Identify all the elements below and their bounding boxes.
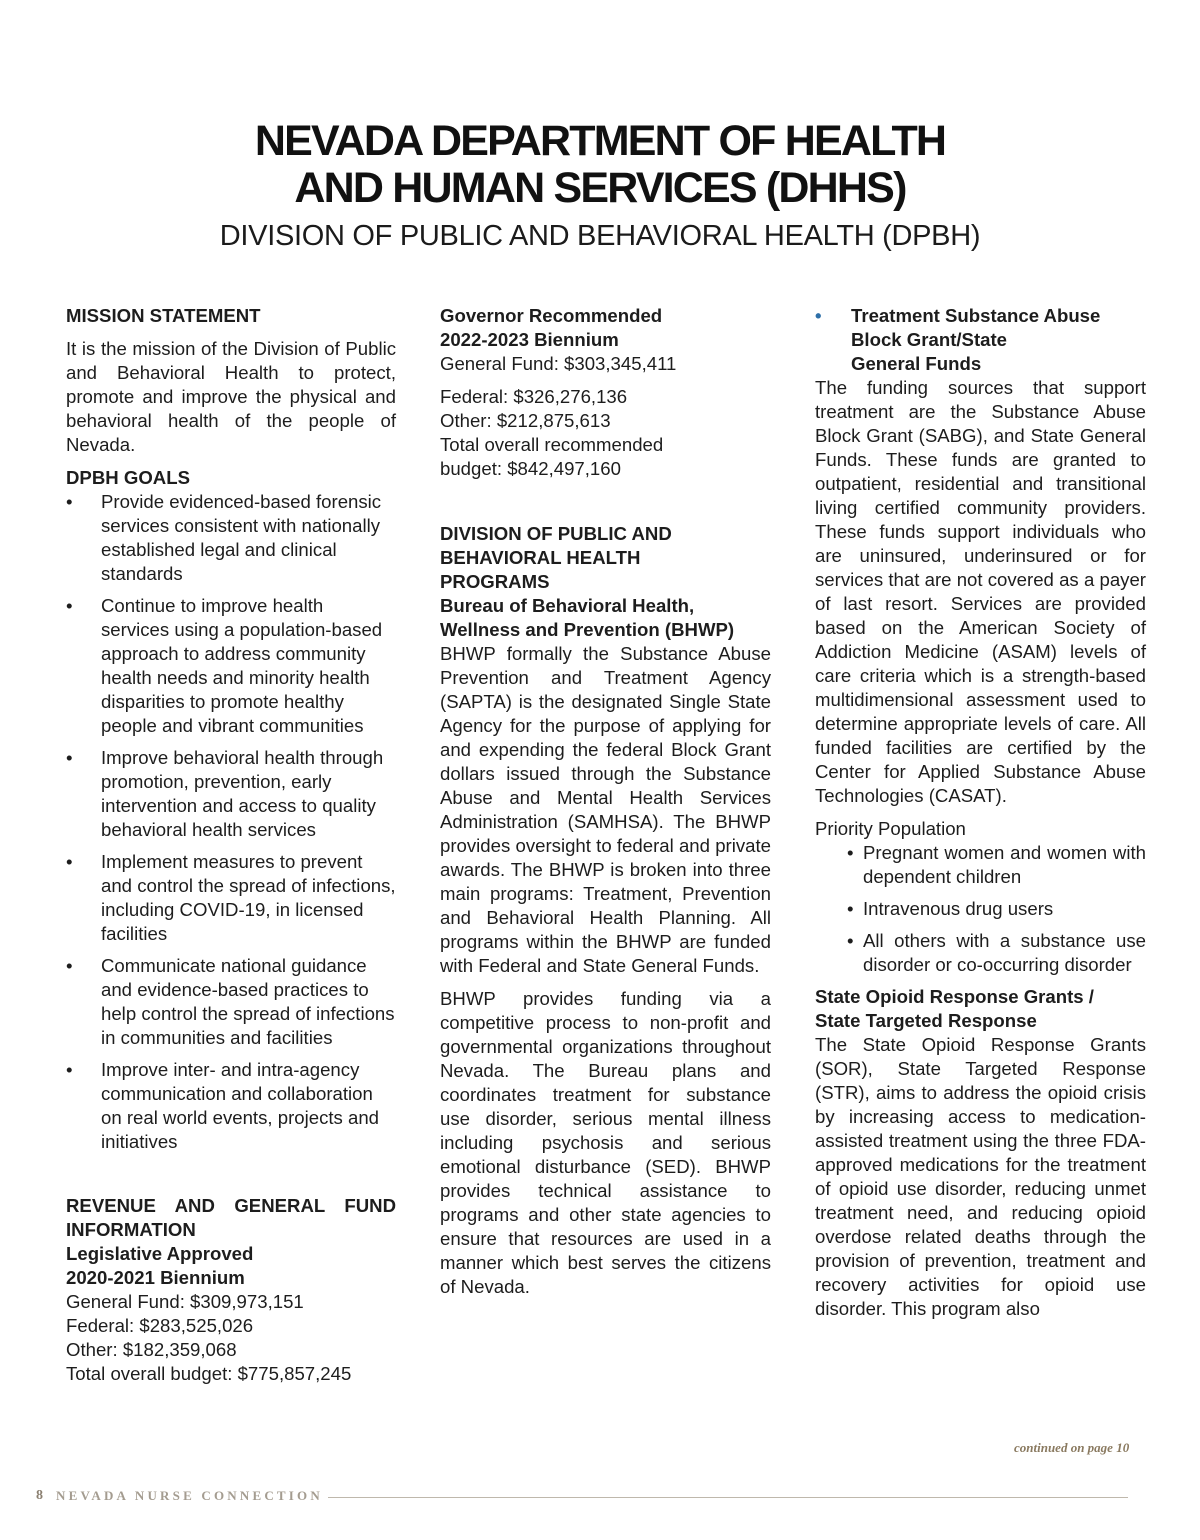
priority-item: • All others with a substance use disorder or co-occurring disorder [847, 930, 1146, 975]
treatment-paragraph: The funding sources that support treatment are the Substance Abuse Block Grant (SABG), and State General Funds. These funds are granted to outpatient, residential and transitional living certified community providers. These funds support individuals who are uninsured, underinsured or for services that are not covered as a payer of last resort. Services are provided based on the American Society of Addiction Medicine (ASAM) levels of care criteria which is a strength-based multidimensional assessment used to determine appropriate levels of care. All funded facilities are certified by the Center for Applied Substance Abuse Technologies (CASAT). [815, 377, 1146, 806]
legislative-total: Total overall budget: $775,857,245 [66, 1363, 352, 1384]
goal-item: • Provide evidenced-based forensic services consistent with nationally established legal and clinical standards [66, 491, 382, 584]
treatment-heading [815, 304, 1146, 376]
mission-heading: MISSION STATEMENT [66, 305, 261, 326]
revenue-heading: REVENUE AND GENERAL FUND INFORMATION [66, 1195, 396, 1240]
mission-text: It is the mission of the Division of Public and Behavioral Health to protect, promote and improve the physical and behavioral health of the people of Nevada. [66, 338, 396, 455]
treatment-heading-line-2: Block Grant/State [851, 329, 1008, 350]
goals-heading: DPBH GOALS [66, 467, 190, 488]
treatment-heading-line-3: General Funds [851, 353, 982, 374]
goal-item: • Improve behavioral health through promotion, prevention, early intervention and access to quality behavioral health services [66, 747, 384, 840]
governor-federal: Federal: $326,276,136 [440, 386, 628, 407]
bullet-icon: • [66, 1059, 73, 1080]
priority-item: • Intravenous drug users [847, 898, 1054, 919]
goals-list [66, 490, 396, 1154]
sor-paragraph: The State Opioid Response Grants (SOR), State Targeted Response (STR), aims to address the opioid crisis by increasing access to medication-assisted treatment using the three FDA-approved medications for the treatment of opioid use disorder, reducing unmet treatment need, and reducing opioid overdose related deaths through the provision of prevention, treatment and recovery activities for opioid use disorder. This program also [815, 1034, 1146, 1319]
continued-note: continued on page 10 [1014, 1440, 1130, 1455]
priority-list [815, 841, 1146, 977]
bullet-icon: • [66, 851, 73, 872]
bhwp-paragraph-2: BHWP provides funding via a competitive process to non-profit and governmental organizations throughout Nevada. The Bureau plans and coordinates treatment for substance use disorder, serious mental illness including psychosis and serious emotional disturbance (SED). BHWP provides technical assistance to programs and other state agencies to ensure that resources are used in a manner which best serves the citizens of Nevada. [440, 988, 771, 1297]
governor-heading-line-1: Governor Recommended [440, 305, 663, 326]
bullet-icon: • [66, 747, 73, 768]
column-2 [440, 304, 771, 1308]
governor-general-fund: General Fund: $303,345,411 [440, 353, 677, 374]
sor-heading-line-1: State Opioid Response Grants / [815, 986, 1094, 1007]
programs-heading: DIVISION OF PUBLIC AND BEHAVIORAL HEALTH PROGRAMS [440, 523, 672, 592]
governor-total-line-1: Total overall recommended [440, 434, 664, 455]
priority-heading: Priority Population [815, 818, 966, 839]
bullet-icon: • [847, 898, 854, 919]
governor-heading-line-2: 2022-2023 Biennium [440, 329, 619, 350]
column-3 [815, 304, 1146, 1330]
legislative-general-fund: General Fund: $309,973,151 [66, 1291, 304, 1312]
column-1 [66, 304, 396, 1386]
bureau-heading: Bureau of Behavioral Health, Wellness and Prevention (BHWP) [440, 595, 735, 640]
footer-rule [328, 1497, 1128, 1498]
bullet-icon: • [66, 491, 73, 512]
bullet-icon: • [66, 955, 73, 976]
goal-item: • Communicate national guidance and evidence-based practices to help control the spread of infections in communities and facilities [66, 955, 395, 1048]
blue-bullet-icon: • [815, 305, 822, 326]
page-title-line-2: AND HUMAN SERVICES (DHHS) [294, 164, 906, 212]
goal-item: • Improve inter- and intra-agency communication and collaboration on real world events, projects and initiatives [66, 1059, 380, 1152]
bhwp-paragraph-1: BHWP formally the Substance Abuse Prevention and Treatment Agency (SAPTA) is the designated Single State Agency for the purpose of applying for and expending the federal Block Grant dollars issued through the Substance Abuse and Mental Health Services Administration (SAMHSA). The BHWP provides oversight to federal and private awards. The BHWP is broken into three main programs: Treatment, Prevention and Behavioral Health Planning. All programs within the BHWP are funded with Federal and State General Funds. [440, 643, 771, 976]
page-subtitle: DIVISION OF PUBLIC AND BEHAVIORAL HEALTH (DPBH) [219, 220, 981, 252]
legislative-heading-line-2: 2020-2021 Biennium [66, 1267, 245, 1288]
legislative-heading-line-1: Legislative Approved [66, 1243, 254, 1264]
bullet-icon: • [66, 595, 73, 616]
page-footer [36, 1488, 1128, 1508]
legislative-other: Other: $182,359,068 [66, 1339, 237, 1360]
bullet-icon: • [847, 930, 854, 951]
page-title-line-1: NEVADA DEPARTMENT OF HEALTH [254, 117, 946, 165]
priority-item: • Pregnant women and women with dependent children [847, 842, 1146, 887]
goal-item: • Continue to improve health services using a population-based approach to address community health needs and minority health disparities to promote healthy people and vibrant communities [66, 595, 383, 736]
bullet-icon: • [847, 842, 854, 863]
title-block [0, 118, 1200, 254]
goal-item: • Implement measures to prevent and control the spread of infections, including COVID-19, in licensed facilities [66, 851, 396, 944]
page-number: 8 [36, 1488, 43, 1503]
publication-name: NEVADA NURSE CONNECTION [56, 1488, 323, 1503]
sor-heading-line-2: State Targeted Response [815, 1010, 1037, 1031]
governor-other: Other: $212,875,613 [440, 410, 611, 431]
treatment-heading-line-1: Treatment Substance Abuse [851, 305, 1101, 326]
legislative-federal: Federal: $283,525,026 [66, 1315, 254, 1336]
governor-total-line-2: budget: $842,497,160 [440, 458, 621, 479]
